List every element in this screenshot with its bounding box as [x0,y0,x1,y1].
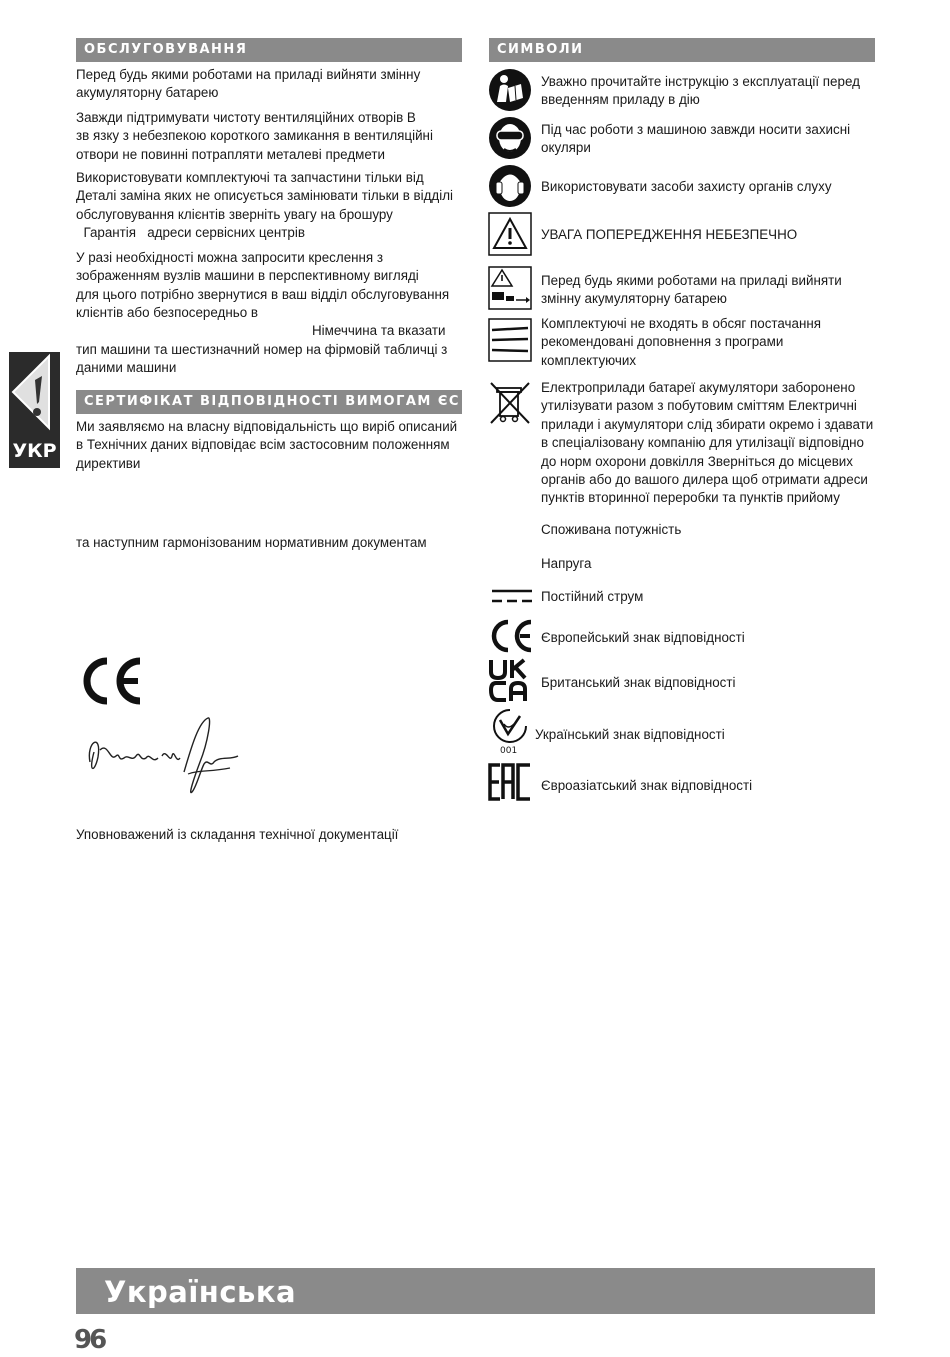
symbol-description: Під час роботи з машиною завжди носити захисні окуляри [541,122,851,156]
ukca-mark-icon [488,658,532,702]
signature-caption: Уповноважений із складання технічної документації [76,827,399,842]
accessories-icon [488,318,532,362]
ear-protection-icon [488,164,532,208]
read-manual-icon [488,68,532,112]
ukraine-conformity-code: 001 [500,746,518,756]
page-number: 96 [74,1325,105,1355]
symbol-description: Електроприлади батареї акумулятори заборонено утилізувати разом з побутовим сміттям Електричні прилади і акумулятори слід збирати окремо і здавати в спеціалізовану компанію для утилізації відповідно до норм охорони довкілля Зверніться до місцевих органів або до вашого дилера щоб отримати адреси пунктів вторинної переробки та пунктів прийому [541,380,874,506]
symbol-description: Європейський знак відповідності [541,630,745,645]
signature [80,712,240,802]
maintenance-paragraph: У разі необхідності можна запросити креслення з зображенням вузлів машини в перспективному вигляді для цього потрібно звернутися в ваш відділ обслуговування клієнтів або безпосередньо в [76,250,450,321]
symbol-description: Постійний струм [541,589,644,604]
ce-logo [80,656,146,706]
ukraine-conformity-icon [488,708,532,760]
symbol-description: Євроазіатський знак відповідності [541,778,753,793]
symbol-description: Напруга [541,556,592,571]
language-tab [9,352,60,468]
certificate-paragraph: Ми заявляємо на власну відповідальність що виріб описаний в Технічних даних відповідає всім застосовним положенням директиви [76,419,458,471]
warning-triangle-icon [488,212,532,256]
certificate-heading: СЕРТИФІКАТ ВІДПОВІДНОСТІ ВИМОГАМ ЄС [76,390,462,414]
maintenance-paragraph: Завжди підтримувати чистоту вентиляційних отворів В зв язку з небезпекою короткого замикання в вентиляційні отвори не повинні потрапляти металеві предмети [76,110,433,162]
safety-glasses-icon [488,116,532,160]
direct-current-icon [488,580,532,610]
symbol-description: Український знак відповідності [535,727,725,742]
warning-exclamation-icon [9,352,60,432]
symbol-description: Уважно прочитайте інструкцію з експлуатації перед введенням приладу в дію [541,74,860,108]
weee-bin-icon [488,380,532,424]
symbol-description: Британський знак відповідності [541,675,736,690]
maintenance-paragraph: Використовувати комплектуючі та запчастини тільки від Деталі заміна яких не описується замінювати тільки в відділі обслуговування клієнтів зверніть увагу на брошуру Гарантія адреси сервісних центрів [76,170,454,241]
certificate-paragraph: та наступним гармонізованим нормативним документам [76,535,427,550]
maintenance-paragraph: Німеччина та вказати [312,323,446,338]
maintenance-paragraph: Перед будь якими роботами на приладі вийняти змінну акумуляторну батарею [76,67,421,101]
symbol-description: Споживана потужність [541,522,682,537]
remove-battery-icon [488,266,532,310]
maintenance-heading: ОБСЛУГОВУВАННЯ [76,38,462,62]
ce-mark-icon [488,618,532,654]
symbol-description: Перед будь якими роботами на приладі вийняти змінну акумуляторну батарею [541,273,842,307]
maintenance-paragraph: тип машини та шестизначний номер на фірмовій табличці з даними машини [76,342,448,376]
symbol-description: Комплектуючі не входять в обсяг постачання рекомендовані доповнення з програми комплектуючих [541,316,821,368]
symbol-description: Використовувати засоби захисту органів слуху [541,179,832,194]
footer-language-band: Українська [76,1268,875,1314]
symbols-heading: СИМВОЛИ [489,38,875,62]
language-tab-label: УКР [12,440,57,462]
eac-mark-icon [488,762,532,802]
symbol-description: УВАГА ПОПЕРЕДЖЕННЯ НЕБЕЗПЕЧНО [541,227,798,242]
